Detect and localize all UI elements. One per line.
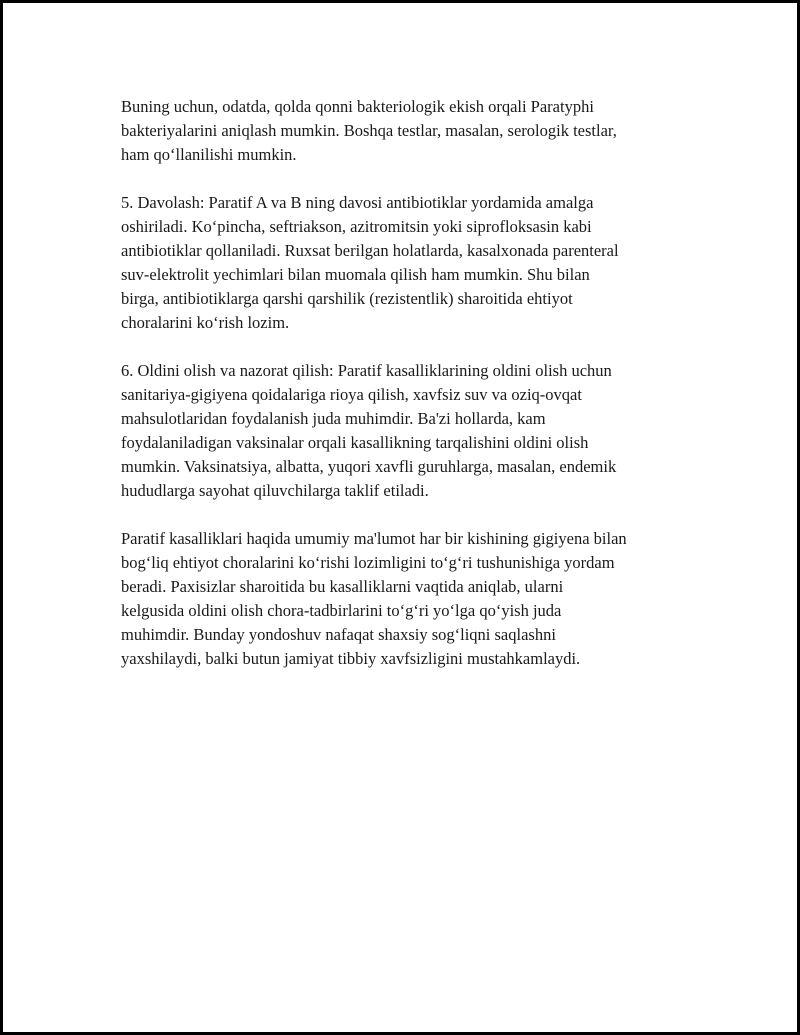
text-line: Buning uchun, odatda, qolda qonni bakteriologik ekish orqali Paratyphi bbox=[121, 97, 594, 116]
document-body bbox=[121, 95, 693, 695]
paragraph-conclusion bbox=[121, 527, 693, 671]
text-line: 6. Oldini olish va nazorat qilish: Paratif kasalliklarining oldini olish uchun bbox=[121, 361, 612, 380]
text-line: Paratif kasalliklari haqida umumiy ma'lumot har bir kishining gigiyena bilan bbox=[121, 529, 627, 548]
paragraph-treatment bbox=[121, 191, 693, 335]
text-line: mumkin. Vaksinatsiya, albatta, yuqori xavfli guruhlarga, masalan, endemik bbox=[121, 457, 617, 476]
text-line: mahsulotlaridan foydalanish juda muhimdir. Ba'zi hollarda, kam bbox=[121, 409, 546, 428]
text-line: birga, antibiotiklarga qarshi qarshilik (rezistentlik) sharoitida ehtiyot bbox=[121, 289, 573, 308]
text-line: kelgusida oldini olish chora-tadbirlarini to‘g‘ri yo‘lga qo‘yish juda bbox=[121, 601, 562, 620]
text-line: antibiotiklar qollaniladi. Ruxsat berilgan holatlarda, kasalxonada parenteral bbox=[121, 241, 619, 260]
text-line: 5. Davolash: Paratif A va B ning davosi antibiotiklar yordamida amalga bbox=[121, 193, 594, 212]
paragraph-prevention bbox=[121, 359, 693, 503]
text-line: suv-elektrolit yechimlari bilan muomala qilish ham mumkin. Shu bilan bbox=[121, 265, 590, 284]
text-line: hududlarga sayohat qiluvchilarga taklif etiladi. bbox=[121, 481, 429, 500]
text-line: yaxshilaydi, balki butun jamiyat tibbiy xavfsizligini mustahkamlaydi. bbox=[121, 649, 581, 668]
text-line: foydalaniladigan vaksinalar orqali kasallikning tarqalishini oldini olish bbox=[121, 433, 589, 452]
text-line: bog‘liq ehtiyot choralarini ko‘rishi lozimligini to‘g‘ri tushunishiga yordam bbox=[121, 553, 615, 572]
paragraph-diagnosis-continued bbox=[121, 95, 693, 167]
text-line: choralarini ko‘rish lozim. bbox=[121, 313, 290, 332]
text-line: sanitariya-gigiyena qoidalariga rioya qilish, xavfsiz suv va oziq-ovqat bbox=[121, 385, 582, 404]
text-line: beradi. Paxisizlar sharoitida bu kasalliklarni vaqtida aniqlab, ularni bbox=[121, 577, 564, 596]
text-line: muhimdir. Bunday yondoshuv nafaqat shaxsiy sog‘liqni saqlashni bbox=[121, 625, 556, 644]
text-line: ham qo‘llanilishi mumkin. bbox=[121, 145, 297, 164]
text-line: oshiriladi. Ko‘pincha, seftriakson, azitromitsin yoki siprofloksasin kabi bbox=[121, 217, 592, 236]
text-line: bakteriyalarini aniqlash mumkin. Boshqa testlar, masalan, serologik testlar, bbox=[121, 121, 617, 140]
